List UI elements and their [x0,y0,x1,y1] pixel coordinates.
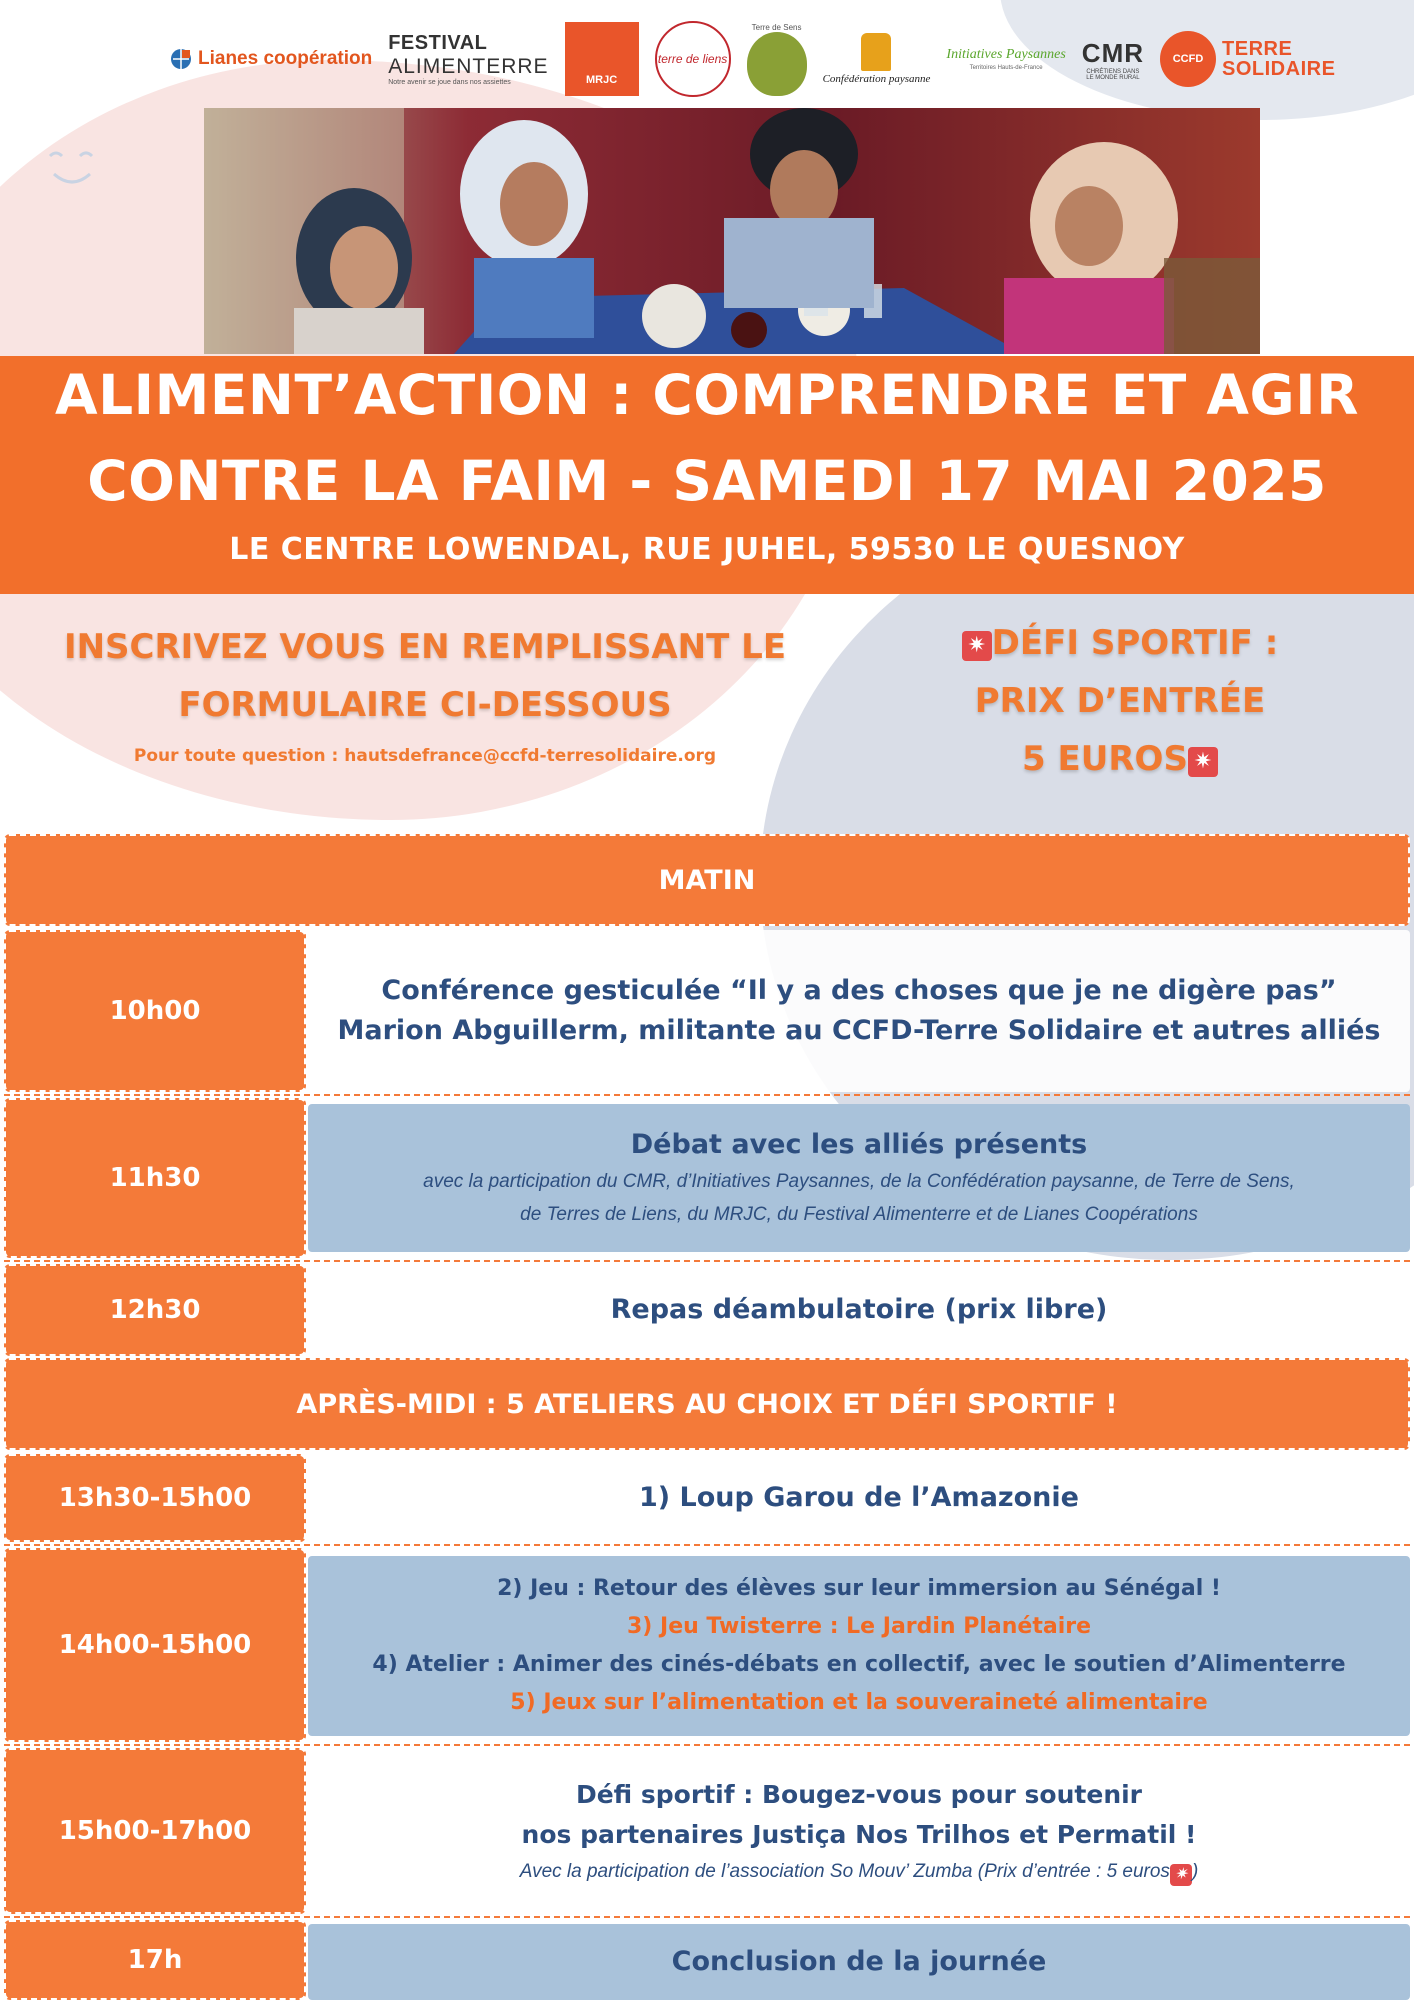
row-content [308,1454,1410,1542]
registration-line1: INSCRIVEZ VOUS EN REMPLISSANT LE [63,627,787,667]
row-time: 15h00-17h00 [4,1748,306,1914]
registration-line2: FORMULAIRE CI-DESSOUS [178,685,672,725]
row-detail-text: Avec la participation de l’association So Mouv’ Zumba (Prix d’entrée : 5 euros [519,1860,1170,1882]
schedule-row [0,930,1414,1092]
initiatives-paysannes-logo [946,47,1065,71]
row-subtitle: Marion Abguillerm, militante au CCFD-Terre Solidaire et autres alliés [337,1015,1381,1046]
siren-icon: ✷ [962,631,992,661]
cmr-logo-text: CMR [1081,37,1145,68]
row-detail-end: ) [1191,1860,1199,1882]
cmr-logo-subtext: CHRÉTIENS DANS LE MONDE RURAL [1086,68,1140,81]
row-divider [4,1744,1410,1746]
lianes-logo [170,48,372,70]
row-content [308,1924,1410,2000]
women-sharing-meal-image [204,108,1260,354]
partner-logos [170,18,1414,100]
schedule-table [0,834,1414,2000]
schedule-row [0,1548,1414,1742]
row-time: 14h00-15h00 [4,1548,306,1742]
globe-icon [170,48,192,70]
row-content [308,930,1410,1092]
row-time: 11h30 [4,1098,306,1258]
ccfd-logo-line1: TERRE [1222,38,1293,60]
event-title-line2: CONTRE LA FAIM - SAMEDI 17 MAI 2025 [87,449,1327,513]
schedule-row [0,1098,1414,1258]
row-content [308,1748,1410,1914]
farmer-figure-icon [861,33,891,71]
confederation-logo-text: Confédération paysanne [822,73,931,85]
row-detail: avec la participation du CMR, d’Initiatives Paysannes, de la Confédération paysanne, de Terre de Sens, [423,1171,1295,1192]
defi-line3: 5 EUROS [1022,739,1188,779]
row-content [308,1556,1410,1736]
afternoon-header: APRÈS-MIDI : 5 ATELIERS AU CHOIX ET DÉFI SPORTIF ! [4,1358,1410,1450]
row-divider [4,1260,1410,1262]
smile-decoration-icon [46,150,106,190]
siren-icon: ✷ [1170,1864,1192,1886]
initiatives-logo-subtext: Territoires Hauts-de-France [969,65,1043,71]
cmr-logo [1082,38,1144,81]
contact-email[interactable]: Pour toute question : hautsdefrance@ccfd-terresolidaire.org [133,746,717,766]
ccfd-logo-line2: SOLIDAIRE [1222,58,1336,80]
row-time: 10h00 [4,930,306,1092]
row-title: Conférence gesticulée “Il y a des choses que je ne digère pas” [381,975,1337,1006]
festival-logo-line1: FESTIVAL [388,32,488,54]
schedule-row [0,1264,1414,1356]
event-title-banner [0,356,1414,594]
mrjc-logo [565,22,639,96]
festival-logo-line2: ALIMENTERRE [388,55,549,78]
initiatives-logo-text: Initiatives Paysannes [946,47,1066,62]
row-divider [4,1544,1410,1546]
row-content [308,1264,1410,1356]
terre-de-sens-logo [747,23,807,96]
schedule-row [0,1454,1414,1542]
siren-icon: ✷ [1188,747,1218,777]
row-detail [520,1855,1199,1888]
ccfd-badge [1160,31,1216,87]
ccfd-terre-solidaire-logo [1160,31,1335,87]
row-time: 12h30 [4,1264,306,1356]
schedule-row [0,1920,1414,2000]
row-divider [4,1094,1410,1096]
event-title-line1: ALIMENT’ACTION : COMPRENDRE ET AGIR [55,363,1359,427]
header-photo [204,108,1260,354]
defi-line2: PRIX D’ENTRÉE [974,681,1266,721]
row-time: 17h [4,1920,306,2000]
mrjc-logo-text: MRJC [585,74,618,86]
terre-de-liens-logo-text: terre de liens [657,52,728,66]
terre-de-sens-logo-text: Terre de Sens [751,22,802,32]
terre-de-liens-logo [655,21,731,97]
defi-line1: DÉFI SPORTIF : [991,623,1279,663]
workshop-item: 5) Jeux sur l’alimentation et la souveraineté alimentaire [510,1690,1208,1715]
event-address: LE CENTRE LOWENDAL, RUE JUHEL, 59530 LE QUESNOY [229,532,1185,567]
workshop-item: 3) Jeu Twisterre : Le Jardin Planétaire [626,1614,1092,1639]
ccfd-badge-text: CCFD [1172,53,1204,65]
row-title: Repas déambulatoire (prix libre) [610,1294,1108,1325]
row-title: Conclusion de la journée [671,1946,1047,1977]
festival-alimenterre-logo [388,32,548,86]
sport-challenge-block [900,614,1340,788]
row-content [308,1104,1410,1252]
schedule-row [0,1748,1414,1914]
row-time: 13h30-15h00 [4,1454,306,1542]
row-title: Débat avec les alliés présents [630,1129,1088,1160]
row-detail: de Terres de Liens, du MRJC, du Festival Alimenterre et de Lianes Coopérations [520,1204,1198,1225]
morning-header: MATIN [4,834,1410,926]
confederation-paysanne-logo [823,33,931,85]
workshop-item: 4) Atelier : Animer des cinés-débats en collectif, avec le soutien d’Alimenterre [372,1652,1346,1677]
row-divider [4,1916,1410,1918]
workshop-item: 2) Jeu : Retour des élèves sur leur immersion au Sénégal ! [497,1576,1221,1601]
row-title: nos partenaires Justiça Nos Trilhos et Permatil ! [521,1819,1197,1849]
festival-logo-tagline: Notre avenir se joue dans nos assiettes [388,79,511,86]
registration-block [60,618,790,766]
row-title: Défi sportif : Bougez-vous pour soutenir [575,1779,1143,1809]
row-title: 1) Loup Garou de l’Amazonie [639,1482,1079,1513]
lianes-logo-text: Lianes coopération [198,48,373,69]
bulb-icon [747,32,807,96]
